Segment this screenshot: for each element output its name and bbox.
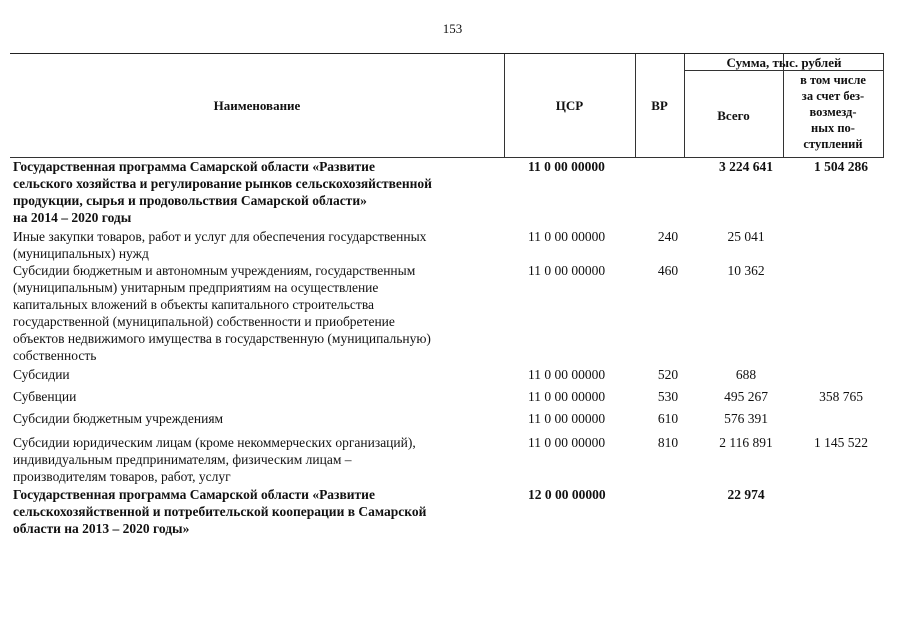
row-total: 2 116 891 bbox=[719, 435, 773, 450]
row-name-line: объектов недвижимого имущества в государственную (муниципальную) bbox=[13, 331, 431, 346]
row-name-line: Иные закупки товаров, работ и услуг для обеспечения государственных bbox=[13, 229, 427, 244]
row-name bbox=[13, 434, 508, 485]
row-name-line: Государственная программа Самарской области «Развитие bbox=[13, 487, 375, 502]
row-total: 688 bbox=[735, 367, 757, 382]
row-name-line: индивидуальным предпринимателям, физическим лицам – bbox=[13, 452, 352, 467]
row-free: 358 765 bbox=[819, 389, 863, 404]
row-name-line: сельскохозяйственной и потребительской кооперации в Самарской bbox=[13, 504, 427, 519]
row-name bbox=[13, 262, 508, 364]
row-name bbox=[13, 388, 508, 405]
row-total: 22 974 bbox=[727, 487, 765, 502]
row-name-line: Субсидии бюджетным учреждениям bbox=[13, 411, 224, 426]
row-name-line: Субсидии бюджетным и автономным учреждениям, государственным bbox=[13, 263, 416, 278]
row-name bbox=[13, 410, 508, 427]
header-name: Наименование bbox=[213, 98, 301, 113]
header-free-line: ступлений bbox=[803, 137, 863, 151]
row-name bbox=[13, 486, 508, 537]
row-total: 25 041 bbox=[727, 229, 765, 244]
row-csr: 11 0 00 00000 bbox=[528, 435, 606, 450]
header-vr: ВР bbox=[651, 98, 668, 113]
row-csr: 11 0 00 00000 bbox=[528, 159, 605, 174]
row-name-line: (муниципальных) нужд bbox=[13, 246, 149, 261]
header-free-line: ных по- bbox=[811, 121, 855, 135]
row-name-line: области на 2013 – 2020 годы» bbox=[13, 521, 190, 536]
header-csr: ЦСР bbox=[555, 98, 584, 113]
header-total: Всего bbox=[717, 108, 750, 123]
page-number: 153 bbox=[442, 21, 463, 36]
row-name-line: собственность bbox=[13, 348, 97, 363]
header-free-line: в том числе bbox=[800, 73, 866, 87]
row-name-line: производителям товаров, работ, услуг bbox=[13, 469, 231, 484]
row-total: 576 391 bbox=[724, 411, 768, 426]
row-name-line: сельского хозяйства и регулирование рынков сельскохозяйственной bbox=[13, 176, 432, 191]
row-name-line: на 2014 – 2020 годы bbox=[13, 210, 132, 225]
row-vr: 810 bbox=[657, 435, 679, 450]
row-csr: 11 0 00 00000 bbox=[528, 229, 606, 244]
row-csr: 11 0 00 00000 bbox=[528, 389, 606, 404]
row-name-line: Государственная программа Самарской области «Развитие bbox=[13, 159, 375, 174]
table-header bbox=[10, 53, 884, 158]
row-csr: 11 0 00 00000 bbox=[528, 367, 606, 382]
row-name-line: Субсидии юридическим лицам (кроме некоммерческих организаций), bbox=[13, 435, 416, 450]
row-vr: 240 bbox=[657, 229, 679, 244]
row-name-line: капитальных вложений в объекты капитального строительства bbox=[13, 297, 375, 312]
row-name-line: (муниципальным) унитарным предприятиям на осуществление bbox=[13, 280, 379, 295]
row-free: 1 504 286 bbox=[814, 159, 868, 174]
header-free-line: за счет без- bbox=[801, 89, 865, 103]
row-total: 3 224 641 bbox=[719, 159, 773, 174]
row-vr: 460 bbox=[657, 263, 679, 278]
row-vr: 610 bbox=[657, 411, 679, 426]
row-total: 495 267 bbox=[724, 389, 768, 404]
row-name-line: продукции, сырья и продовольствия Самарской области» bbox=[13, 193, 367, 208]
header-free bbox=[783, 72, 883, 152]
header-sum: Сумма, тыс. рублей bbox=[726, 55, 842, 70]
row-name bbox=[13, 366, 508, 383]
row-name-line: Субвенции bbox=[13, 389, 77, 404]
row-name bbox=[13, 228, 508, 262]
row-name-line: Субсидии bbox=[13, 367, 70, 382]
row-csr: 11 0 00 00000 bbox=[528, 411, 606, 426]
header-free-line: возмезд- bbox=[809, 105, 857, 119]
row-csr: 12 0 00 00000 bbox=[528, 487, 606, 502]
row-vr: 530 bbox=[657, 389, 679, 404]
row-name-line: государственной (муниципальной) собственности и приобретение bbox=[13, 314, 395, 329]
row-free: 1 145 522 bbox=[814, 435, 868, 450]
row-total: 10 362 bbox=[727, 263, 765, 278]
row-name bbox=[13, 158, 508, 226]
row-csr: 11 0 00 00000 bbox=[528, 263, 606, 278]
row-vr: 520 bbox=[657, 367, 679, 382]
